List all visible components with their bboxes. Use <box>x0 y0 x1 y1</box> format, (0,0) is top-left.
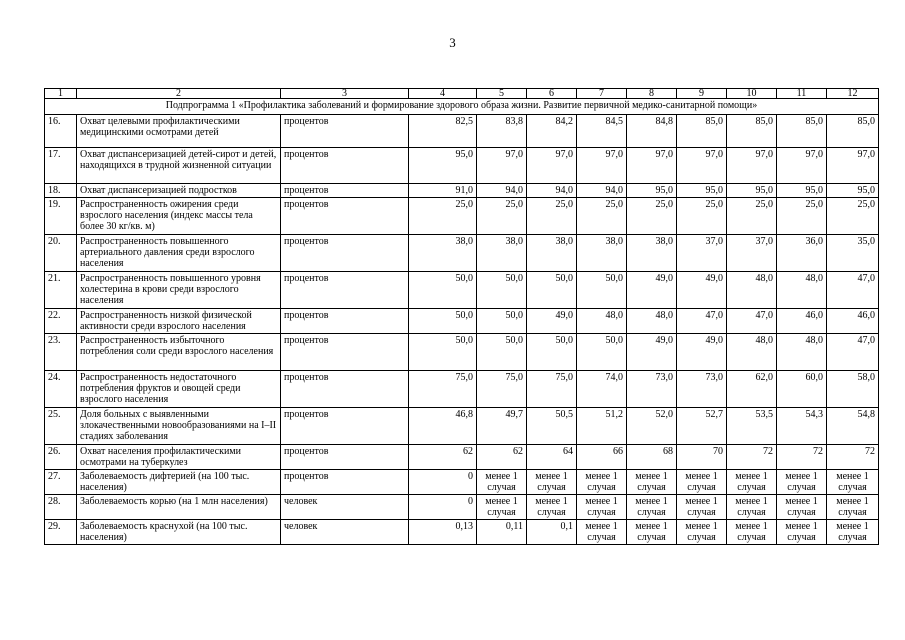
indicator-value: менее 1 случая <box>677 495 727 520</box>
row-number: 25. <box>45 408 77 445</box>
indicator-value: 94,0 <box>577 184 627 198</box>
indicator-value: 95,0 <box>627 184 677 198</box>
indicator-value: 95,0 <box>777 184 827 198</box>
table-row <box>45 408 879 445</box>
indicator-value: 50,0 <box>409 272 477 309</box>
indicator-value: 72 <box>827 445 879 470</box>
indicator-value: 97,0 <box>627 148 677 184</box>
indicator-value: 50,5 <box>527 408 577 445</box>
unit-of-measure: процентов <box>281 470 409 495</box>
row-number: 22. <box>45 309 77 334</box>
row-number: 21. <box>45 272 77 309</box>
indicator-value: 75,0 <box>409 371 477 408</box>
indicator-value: 84,2 <box>527 115 577 148</box>
subprogram-title: Подпрограмма 1 «Профилактика заболеваний и формирование здорового образа жизни. Развитие первичной медико-санитарной помощи» <box>45 99 879 115</box>
indicator-value: менее 1 случая <box>677 470 727 495</box>
indicator-value: 49,0 <box>627 334 677 371</box>
indicator-value: 66 <box>577 445 627 470</box>
indicator-value: 48,0 <box>627 309 677 334</box>
indicator-value: 49,7 <box>477 408 527 445</box>
row-number: 16. <box>45 115 77 148</box>
indicator-name: Распространенность избыточного потребления соли среди взрослого населения <box>77 334 281 371</box>
indicator-name: Заболеваемость корью (на 1 млн населения) <box>77 495 281 520</box>
unit-of-measure: процентов <box>281 334 409 371</box>
column-number: 6 <box>527 89 577 99</box>
indicator-value: 25,0 <box>527 198 577 235</box>
page-number: 3 <box>449 35 456 50</box>
indicator-value: 62,0 <box>727 371 777 408</box>
indicator-value: менее 1 случая <box>527 470 577 495</box>
indicator-value: менее 1 случая <box>727 470 777 495</box>
indicator-value: 50,0 <box>409 309 477 334</box>
row-number: 20. <box>45 235 77 272</box>
indicator-value: менее 1 случая <box>827 470 879 495</box>
indicator-value: 50,0 <box>577 272 627 309</box>
indicator-value: 72 <box>727 445 777 470</box>
subprogram-row <box>45 99 879 115</box>
table-row <box>45 184 879 198</box>
row-number: 18. <box>45 184 77 198</box>
indicator-value: 53,5 <box>727 408 777 445</box>
table-row <box>45 235 879 272</box>
indicator-value: 46,0 <box>777 309 827 334</box>
indicator-value: 97,0 <box>477 148 527 184</box>
row-number: 23. <box>45 334 77 371</box>
indicator-value: 72 <box>777 445 827 470</box>
indicator-value: 75,0 <box>527 371 577 408</box>
indicators-table <box>44 88 879 545</box>
indicator-value: 97,0 <box>827 148 879 184</box>
indicator-value: 48,0 <box>777 272 827 309</box>
column-number: 11 <box>777 89 827 99</box>
indicator-value: менее 1 случая <box>777 470 827 495</box>
indicator-value: 50,0 <box>477 309 527 334</box>
indicator-value: 47,0 <box>727 309 777 334</box>
unit-of-measure: процентов <box>281 148 409 184</box>
indicator-value: 38,0 <box>477 235 527 272</box>
indicator-value: 48,0 <box>727 272 777 309</box>
indicator-value: 25,0 <box>409 198 477 235</box>
indicator-value: 51,2 <box>577 408 627 445</box>
indicator-value: 97,0 <box>527 148 577 184</box>
indicator-value: 25,0 <box>627 198 677 235</box>
unit-of-measure: процентов <box>281 371 409 408</box>
indicator-value: 54,8 <box>827 408 879 445</box>
indicator-name: Охват населения профилактическими осмотрами на туберкулез <box>77 445 281 470</box>
column-number-row <box>45 89 879 99</box>
column-number: 10 <box>727 89 777 99</box>
indicator-value: 37,0 <box>727 235 777 272</box>
indicator-value: менее 1 случая <box>677 520 727 545</box>
unit-of-measure: процентов <box>281 184 409 198</box>
indicator-value: менее 1 случая <box>577 495 627 520</box>
indicator-value: 47,0 <box>677 309 727 334</box>
indicator-value: 95,0 <box>409 148 477 184</box>
indicator-value: 97,0 <box>777 148 827 184</box>
indicator-value: менее 1 случая <box>477 470 527 495</box>
unit-of-measure: человек <box>281 520 409 545</box>
indicator-value: 36,0 <box>777 235 827 272</box>
indicator-value: 52,0 <box>627 408 677 445</box>
column-number: 9 <box>677 89 727 99</box>
indicator-value: 64 <box>527 445 577 470</box>
indicator-name: Распространенность недостаточного потребления фруктов и овощей среди взрослого населения <box>77 371 281 408</box>
table-row <box>45 520 879 545</box>
indicator-value: 84,8 <box>627 115 677 148</box>
indicator-value: 85,0 <box>777 115 827 148</box>
indicator-value: менее 1 случая <box>777 520 827 545</box>
table-row <box>45 445 879 470</box>
table-row <box>45 309 879 334</box>
indicator-value: 25,0 <box>577 198 627 235</box>
indicator-value: 52,7 <box>677 408 727 445</box>
indicator-value: 38,0 <box>577 235 627 272</box>
indicator-value: 46,0 <box>827 309 879 334</box>
row-number: 24. <box>45 371 77 408</box>
unit-of-measure: процентов <box>281 235 409 272</box>
indicator-value: 50,0 <box>477 272 527 309</box>
column-number: 5 <box>477 89 527 99</box>
unit-of-measure: процентов <box>281 272 409 309</box>
indicator-value: 49,0 <box>677 272 727 309</box>
indicator-value: 50,0 <box>527 272 577 309</box>
indicator-value: 38,0 <box>409 235 477 272</box>
column-number: 4 <box>409 89 477 99</box>
indicator-name: Заболеваемость дифтерией (на 100 тыс. населения) <box>77 470 281 495</box>
indicator-value: 73,0 <box>627 371 677 408</box>
indicator-value: 25,0 <box>827 198 879 235</box>
row-number: 17. <box>45 148 77 184</box>
unit-of-measure: процентов <box>281 445 409 470</box>
indicator-value: 95,0 <box>727 184 777 198</box>
indicator-value: 48,0 <box>777 334 827 371</box>
indicator-name: Охват целевыми профилактическими медицинскими осмотрами детей <box>77 115 281 148</box>
table-row <box>45 334 879 371</box>
indicator-value: 94,0 <box>527 184 577 198</box>
indicator-value: 47,0 <box>827 334 879 371</box>
column-number: 12 <box>827 89 879 99</box>
column-number: 2 <box>77 89 281 99</box>
indicator-value: 60,0 <box>777 371 827 408</box>
row-number: 29. <box>45 520 77 545</box>
indicator-value: 0,11 <box>477 520 527 545</box>
indicator-value: 62 <box>477 445 527 470</box>
row-number: 26. <box>45 445 77 470</box>
column-number: 1 <box>45 89 77 99</box>
indicator-value: 74,0 <box>577 371 627 408</box>
indicator-value: 94,0 <box>477 184 527 198</box>
column-number: 8 <box>627 89 677 99</box>
indicator-name: Доля больных с выявленными злокачественными новообразованиями на I–II стадиях заболевания <box>77 408 281 445</box>
unit-of-measure: процентов <box>281 309 409 334</box>
indicator-value: менее 1 случая <box>727 495 777 520</box>
indicator-value: 38,0 <box>627 235 677 272</box>
indicator-value: менее 1 случая <box>477 495 527 520</box>
table-row <box>45 470 879 495</box>
indicator-value: 50,0 <box>527 334 577 371</box>
indicator-name: Охват диспансеризацией подростков <box>77 184 281 198</box>
indicator-value: 0 <box>409 470 477 495</box>
indicator-value: менее 1 случая <box>827 495 879 520</box>
indicator-value: 50,0 <box>409 334 477 371</box>
indicator-value: 54,3 <box>777 408 827 445</box>
indicator-value: менее 1 случая <box>727 520 777 545</box>
indicator-value: менее 1 случая <box>777 495 827 520</box>
indicator-value: 85,0 <box>677 115 727 148</box>
indicator-name: Распространенность ожирения среди взрослого населения (индекс массы тела более 30 кг/кв. м) <box>77 198 281 235</box>
row-number: 28. <box>45 495 77 520</box>
indicator-value: 95,0 <box>677 184 727 198</box>
indicator-value: 97,0 <box>677 148 727 184</box>
indicator-value: менее 1 случая <box>627 520 677 545</box>
indicator-name: Охват диспансеризацией детей-сирот и детей, находящихся в трудной жизненной ситуации <box>77 148 281 184</box>
indicator-value: 38,0 <box>527 235 577 272</box>
indicator-value: 25,0 <box>777 198 827 235</box>
row-number: 19. <box>45 198 77 235</box>
indicator-value: 50,0 <box>477 334 527 371</box>
table-row <box>45 198 879 235</box>
indicator-value: 91,0 <box>409 184 477 198</box>
indicator-value: 25,0 <box>727 198 777 235</box>
indicator-value: 70 <box>677 445 727 470</box>
indicator-value: 48,0 <box>577 309 627 334</box>
indicator-value: 48,0 <box>727 334 777 371</box>
indicator-value: 25,0 <box>677 198 727 235</box>
table-row <box>45 272 879 309</box>
table-row <box>45 371 879 408</box>
indicator-value: 35,0 <box>827 235 879 272</box>
indicator-value: 73,0 <box>677 371 727 408</box>
row-number: 27. <box>45 470 77 495</box>
unit-of-measure: процентов <box>281 198 409 235</box>
indicator-value: 25,0 <box>477 198 527 235</box>
table-row <box>45 148 879 184</box>
indicator-value: менее 1 случая <box>577 520 627 545</box>
indicator-name: Заболеваемость краснухой (на 100 тыс. населения) <box>77 520 281 545</box>
column-number: 3 <box>281 89 409 99</box>
indicator-value: 47,0 <box>827 272 879 309</box>
table-row <box>45 495 879 520</box>
indicator-value: 49,0 <box>627 272 677 309</box>
indicator-value: 46,8 <box>409 408 477 445</box>
unit-of-measure: процентов <box>281 115 409 148</box>
indicator-value: менее 1 случая <box>827 520 879 545</box>
indicator-name: Распространенность низкой физической активности среди взрослого населения <box>77 309 281 334</box>
indicator-value: 85,0 <box>827 115 879 148</box>
indicator-value: 85,0 <box>727 115 777 148</box>
indicator-value: 82,5 <box>409 115 477 148</box>
indicator-value: 0,13 <box>409 520 477 545</box>
column-number: 7 <box>577 89 627 99</box>
indicator-value: 0,1 <box>527 520 577 545</box>
indicator-value: 37,0 <box>677 235 727 272</box>
indicator-value: 97,0 <box>577 148 627 184</box>
table-row <box>45 115 879 148</box>
indicator-value: 49,0 <box>677 334 727 371</box>
indicator-value: 84,5 <box>577 115 627 148</box>
indicator-value: менее 1 случая <box>527 495 577 520</box>
indicator-value: 62 <box>409 445 477 470</box>
indicator-value: 83,8 <box>477 115 527 148</box>
indicator-value: 58,0 <box>827 371 879 408</box>
indicator-value: менее 1 случая <box>627 470 677 495</box>
indicator-name: Распространенность повышенного артериального давления среди взрослого населения <box>77 235 281 272</box>
indicator-value: 75,0 <box>477 371 527 408</box>
indicator-value: менее 1 случая <box>627 495 677 520</box>
indicator-name: Распространенность повышенного уровня холестерина в крови среди взрослого населения <box>77 272 281 309</box>
indicator-value: 0 <box>409 495 477 520</box>
unit-of-measure: процентов <box>281 408 409 445</box>
indicator-value: 97,0 <box>727 148 777 184</box>
indicator-value: 95,0 <box>827 184 879 198</box>
indicator-value: менее 1 случая <box>577 470 627 495</box>
unit-of-measure: человек <box>281 495 409 520</box>
indicator-value: 49,0 <box>527 309 577 334</box>
indicator-value: 50,0 <box>577 334 627 371</box>
indicator-value: 68 <box>627 445 677 470</box>
